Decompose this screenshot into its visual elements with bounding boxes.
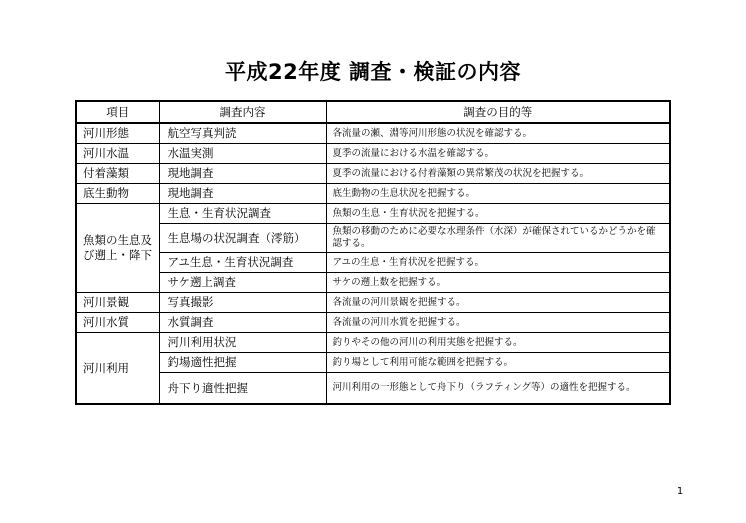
table-row xyxy=(76,144,670,164)
purpose-cell: サケの遡上数を把握する。 xyxy=(326,273,670,293)
item-cell: 魚類の生息及び遡上・降下 xyxy=(76,204,159,293)
purpose-cell: 底生動物の生息状況を把握する。 xyxy=(326,184,670,204)
header-item: 項目 xyxy=(76,101,159,123)
content-cell: 河川利用状況 xyxy=(159,333,326,353)
table-header-row xyxy=(76,101,670,123)
purpose-cell: 各流量の河川景観を把握する。 xyxy=(326,293,670,313)
purpose-cell: 釣りやその他の河川の利用実態を把握する。 xyxy=(326,333,670,353)
content-cell: 水質調査 xyxy=(159,313,326,333)
item-cell: 河川利用 xyxy=(76,333,159,405)
item-cell: 河川景観 xyxy=(76,293,159,313)
content-cell: アユ生息・生育状況調査 xyxy=(159,253,326,273)
item-cell: 河川水質 xyxy=(76,313,159,333)
content-cell: 水温実測 xyxy=(159,144,326,164)
content-cell: 現地調査 xyxy=(159,184,326,204)
content-cell: 生息場の状況調査（澪筋） xyxy=(159,224,326,253)
item-cell: 付着藻類 xyxy=(76,164,159,184)
table-row xyxy=(76,224,670,253)
header-purpose: 調査の目的等 xyxy=(326,101,670,123)
purpose-cell: 各流量の瀬、淵等河川形態の状況を確認する。 xyxy=(326,123,670,144)
table-row xyxy=(76,333,670,353)
purpose-cell: 魚類の移動のために必要な水理条件（水深）が確保されているかどうかを確認する。 xyxy=(326,224,670,253)
survey-table xyxy=(75,100,671,405)
page-title: 平成22年度 調査・検証の内容 xyxy=(224,60,522,84)
purpose-cell: 夏季の流量における付着藻類の異常繁茂の状況を把握する。 xyxy=(326,164,670,184)
content-cell: 舟下り適性把握 xyxy=(159,373,326,405)
table-row xyxy=(76,184,670,204)
table-row xyxy=(76,273,670,293)
purpose-cell: 魚類の生息・生育状況を把握する。 xyxy=(326,204,670,224)
table-row xyxy=(76,373,670,405)
item-cell: 河川水温 xyxy=(76,144,159,164)
content-cell: 写真撮影 xyxy=(159,293,326,313)
table-row xyxy=(76,353,670,373)
table-row xyxy=(76,293,670,313)
item-cell: 河川形態 xyxy=(76,123,159,144)
content-cell: 釣場適性把握 xyxy=(159,353,326,373)
page-number: 1 xyxy=(676,486,684,497)
table-row xyxy=(76,253,670,273)
purpose-cell: 釣り場として利用可能な範囲を把握する。 xyxy=(326,353,670,373)
header-content: 調査内容 xyxy=(159,101,326,123)
purpose-cell: 各流量の河川水質を把握する。 xyxy=(326,313,670,333)
content-cell: 現地調査 xyxy=(159,164,326,184)
item-cell: 底生動物 xyxy=(76,184,159,204)
table-row xyxy=(76,313,670,333)
table-row xyxy=(76,204,670,224)
content-cell: サケ遡上調査 xyxy=(159,273,326,293)
content-cell: 航空写真判読 xyxy=(159,123,326,144)
table-row xyxy=(76,164,670,184)
purpose-cell: 河川利用の一形態として舟下り（ラフティング等）の適性を把握する。 xyxy=(326,373,670,405)
content-cell: 生息・生育状況調査 xyxy=(159,204,326,224)
table-row xyxy=(76,123,670,144)
purpose-cell: 夏季の流量における水温を確認する。 xyxy=(326,144,670,164)
purpose-cell: アユの生息・生育状況を把握する。 xyxy=(326,253,670,273)
